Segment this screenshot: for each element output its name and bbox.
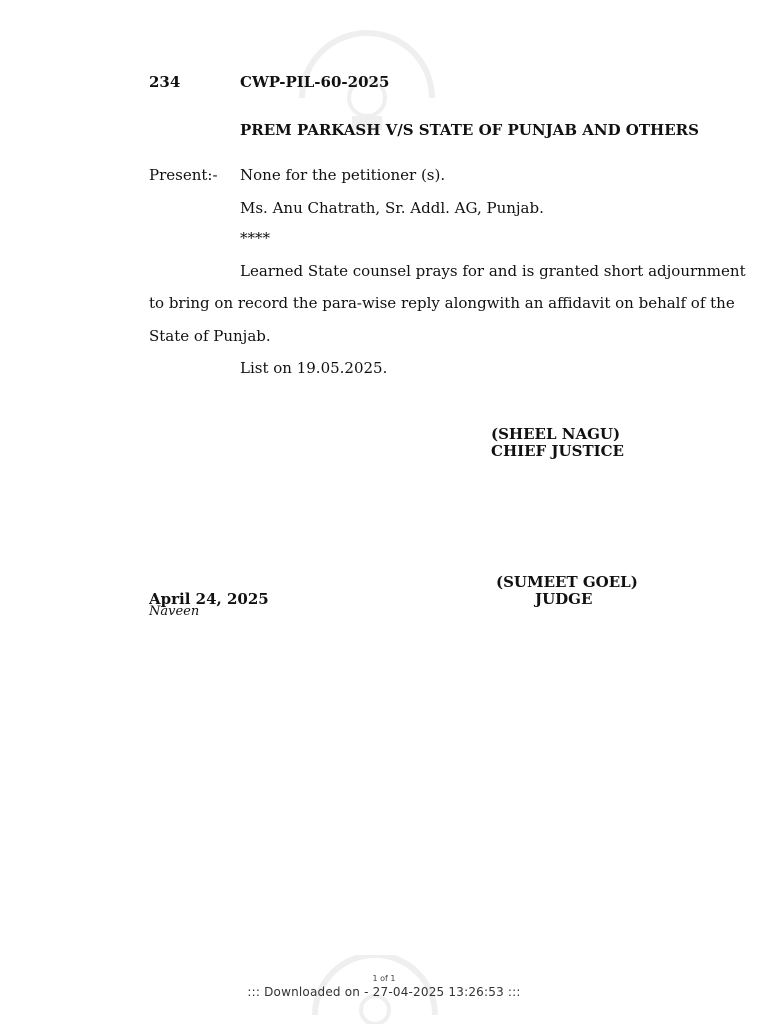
typist-initials: Naveen (149, 604, 200, 619)
order-date: April 24, 2025 (149, 590, 269, 608)
listing-date: List on 19.05.2025. (240, 359, 388, 377)
download-stamp: ::: Downloaded on - 27-04-2025 13:26:53 ::: (247, 985, 521, 999)
present-label: Present:- (149, 166, 218, 184)
case-title: PREM PARKASH V/S STATE OF PUNJAB AND OTHERS (240, 121, 699, 139)
signatory-designation-chief-justice: CHIEF JUSTICE (491, 442, 624, 460)
item-number: 234 (149, 73, 181, 91)
signatory-name-chief-justice: (SHEEL NAGU) (491, 425, 621, 443)
signatory-name-judge: (SUMEET GOEL) (496, 573, 638, 591)
signatory-designation-judge: JUDGE (535, 590, 593, 608)
order-paragraph-line-1: Learned State counsel prays for and is granted short adjournment (240, 262, 746, 280)
order-paragraph-line-3: State of Punjab. (149, 327, 271, 345)
order-paragraph-line-2: to bring on record the para-wise reply alongwith an affidavit on behalf of the (149, 294, 735, 312)
case-number: CWP-PIL-60-2025 (240, 73, 390, 91)
present-respondent-line: Ms. Anu Chatrath, Sr. Addl. AG, Punjab. (240, 199, 544, 217)
page-number: 1 of 1 (372, 974, 396, 983)
separator-stars: **** (240, 229, 270, 247)
present-petitioner-line: None for the petitioner (s). (240, 166, 446, 184)
